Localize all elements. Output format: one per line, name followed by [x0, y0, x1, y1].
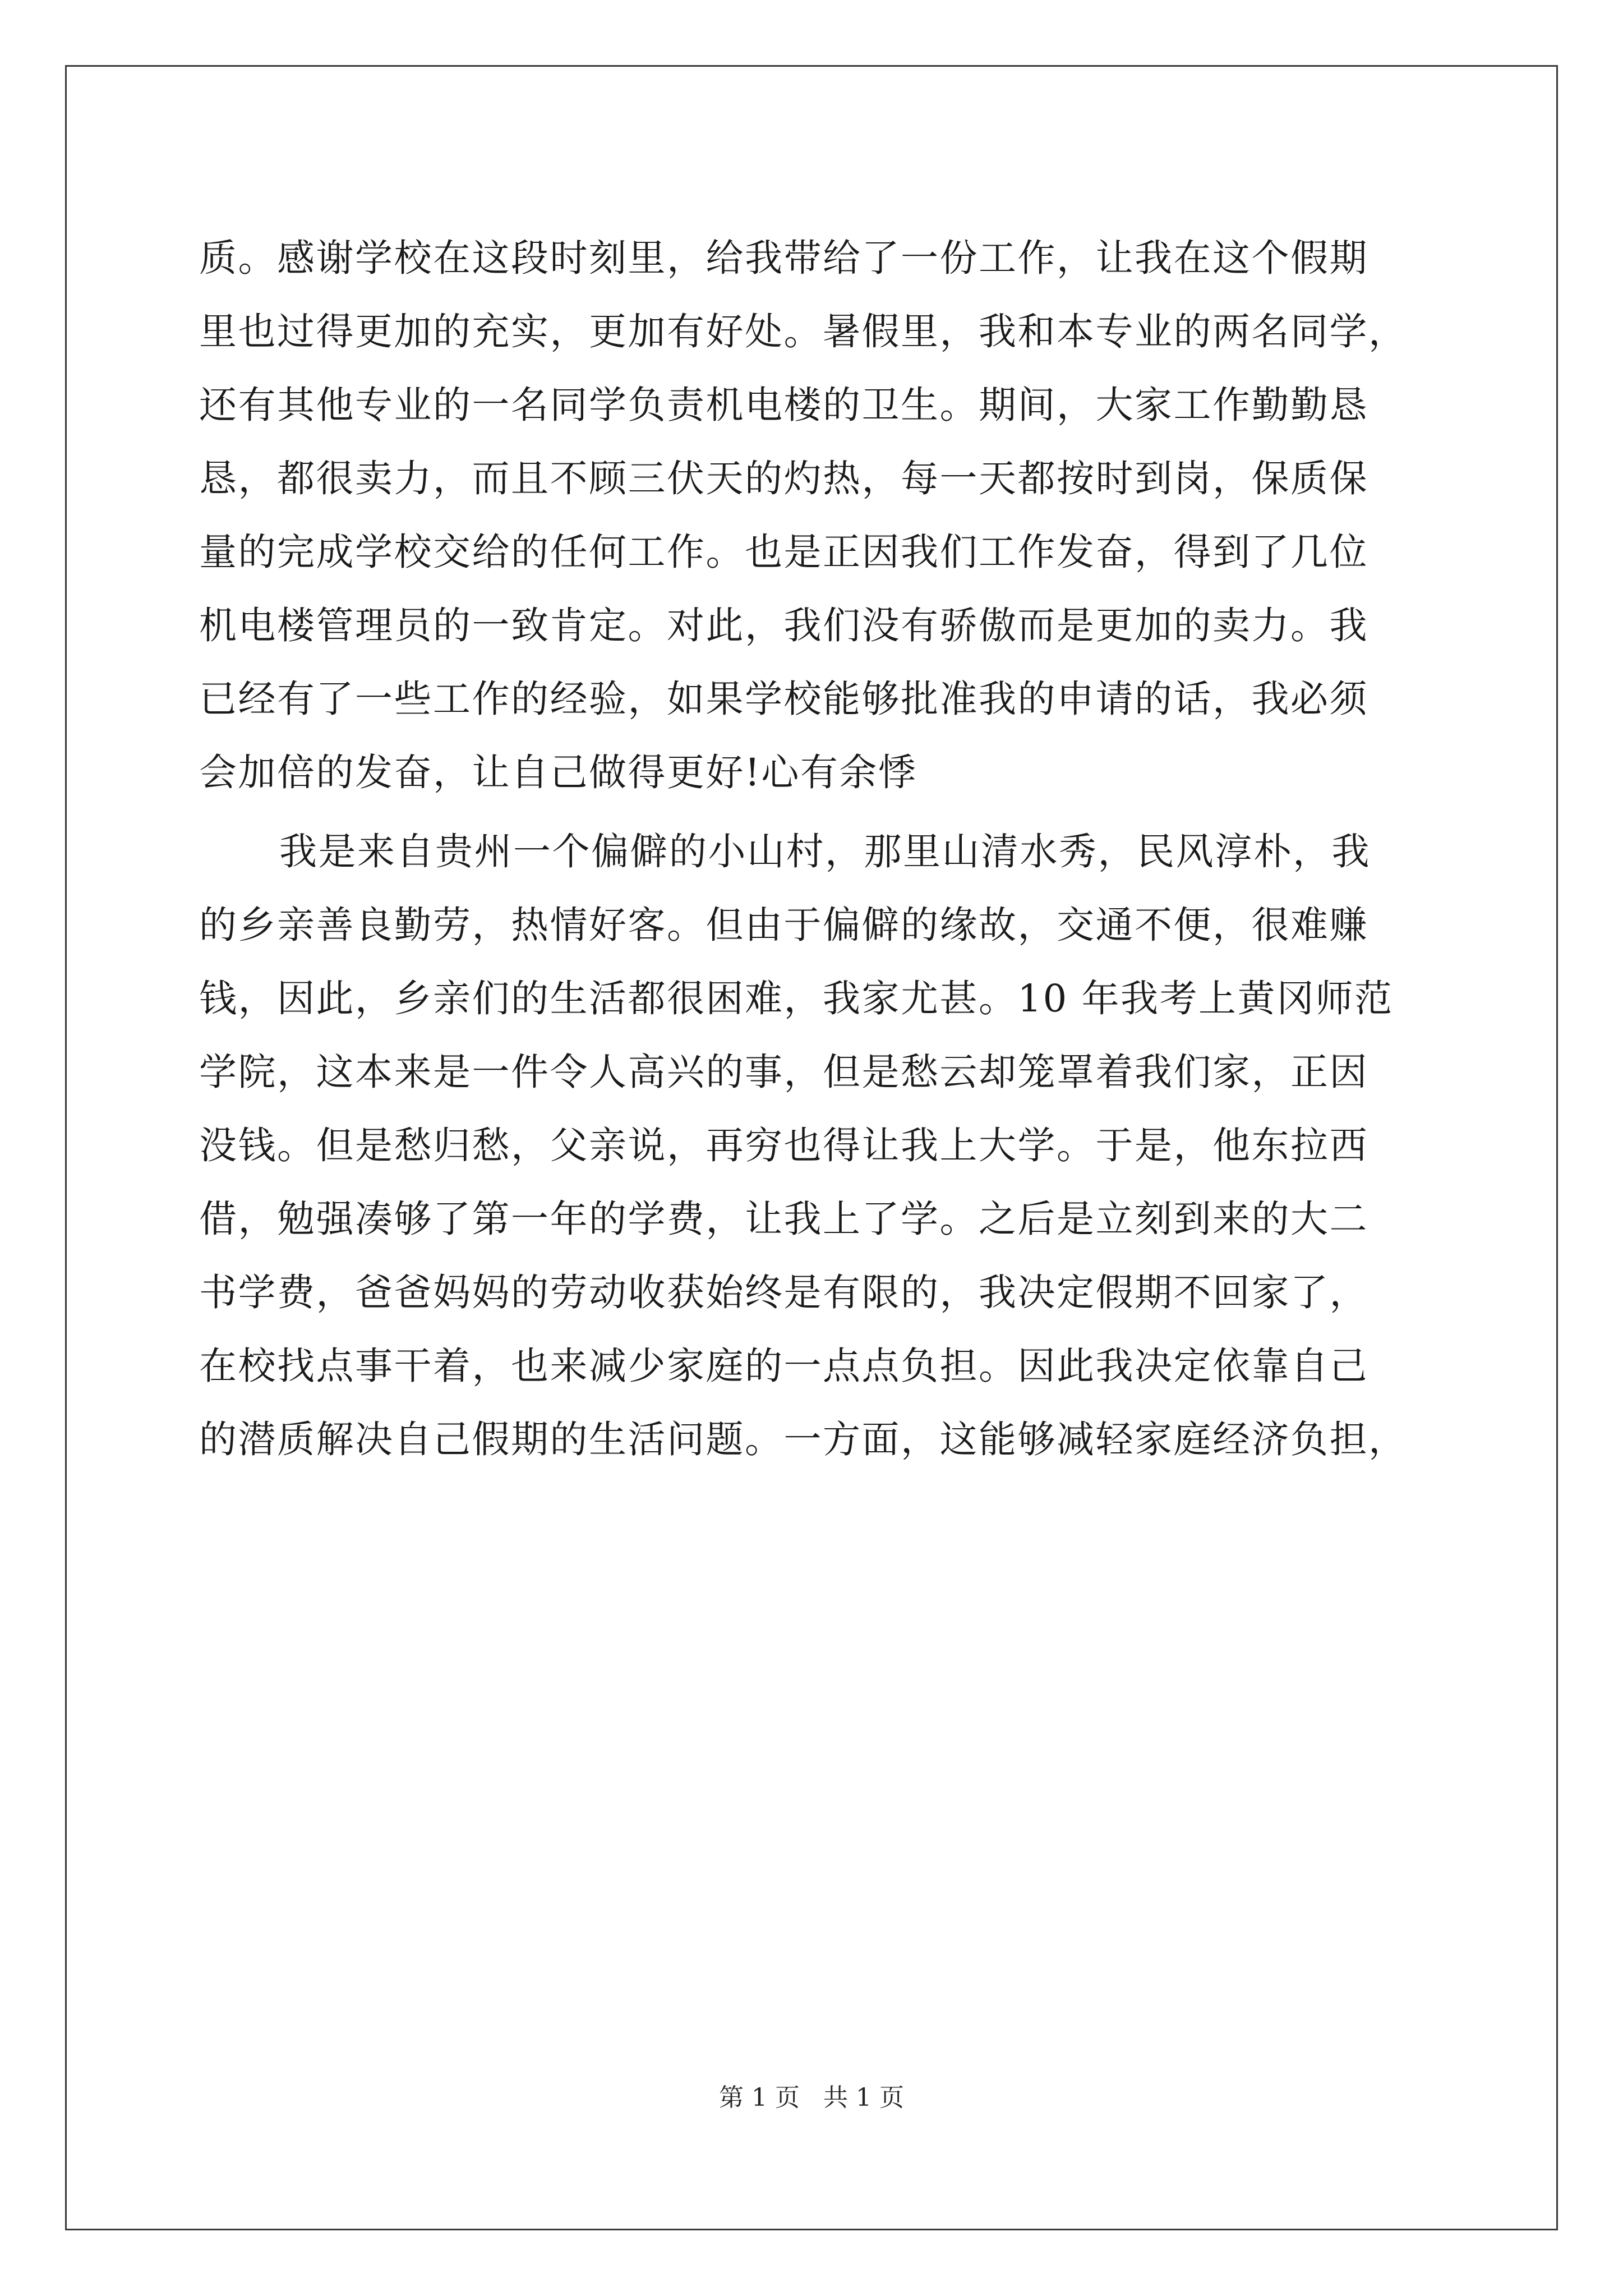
text-line: 会加倍的发奋，让自己做得更好!心有余悸 [199, 751, 917, 794]
paragraph-spacer [199, 809, 1433, 815]
text-line: 的乡亲善良勤劳，热情好客。但由于偏僻的缘故，交通不便，很难赚 [199, 903, 1368, 947]
text-line: 在校找点事干着，也来减少家庭的一点点负担。因此我决定依靠自己 [199, 1344, 1368, 1388]
text-line: 借，勉强凑够了第一年的学费，让我上了学。之后是立刻到来的大二 [199, 1197, 1368, 1241]
text-line: 学院，这本来是一件令人高兴的事，但是愁云却笼罩着我们家，正因 [199, 1050, 1368, 1094]
text-line: 机电楼管理员的一致肯定。对此，我们没有骄傲而是更加的卖力。我 [199, 604, 1368, 647]
page-total: 共 1 页 [823, 2083, 904, 2112]
text-line-indented: 我是来自贵州一个偏僻的小山村，那里山清水秀，民风淳朴，我 [279, 830, 1371, 873]
text-line: 质。感谢学校在这段时刻里，给我带给了一份工作，让我在这个假期 [199, 236, 1368, 280]
text-line: 没钱。但是愁归愁，父亲说，再穷也得让我上大学。于是，他东拉西 [199, 1124, 1368, 1167]
document-body [199, 222, 1433, 1476]
text-line: 里也过得更加的充实，更加有好处。暑假里，我和本专业的两名同学， [199, 310, 1408, 353]
text-line: 的潜质解决自己假期的生活问题。一方面，这能够减轻家庭经济负担， [199, 1418, 1408, 1461]
page-footer [0, 2081, 1623, 2115]
text-line: 恳，都很卖力，而且不顾三伏天的灼热，每一天都按时到岗，保质保 [199, 457, 1368, 500]
text-line: 已经有了一些工作的经验，如果学校能够批准我的申请的话，我必须 [199, 677, 1368, 721]
text-line: 钱，因此，乡亲们的生活都很困难，我家尤甚。10 年我考上黄冈师范 [199, 977, 1394, 1020]
text-line: 量的完成学校交给的任何工作。也是正因我们工作发奋，得到了几位 [199, 530, 1368, 574]
footer-separator [800, 2083, 823, 2112]
page-number: 第 1 页 [719, 2083, 800, 2112]
text-line: 书学费，爸爸妈妈的劳动收获始终是有限的，我决定假期不回家了， [199, 1271, 1368, 1314]
paragraph-1 [199, 222, 1433, 809]
paragraph-2 [199, 815, 1433, 1476]
text-line: 还有其他专业的一名同学负责机电楼的卫生。期间，大家工作勤勤恳 [199, 383, 1368, 427]
